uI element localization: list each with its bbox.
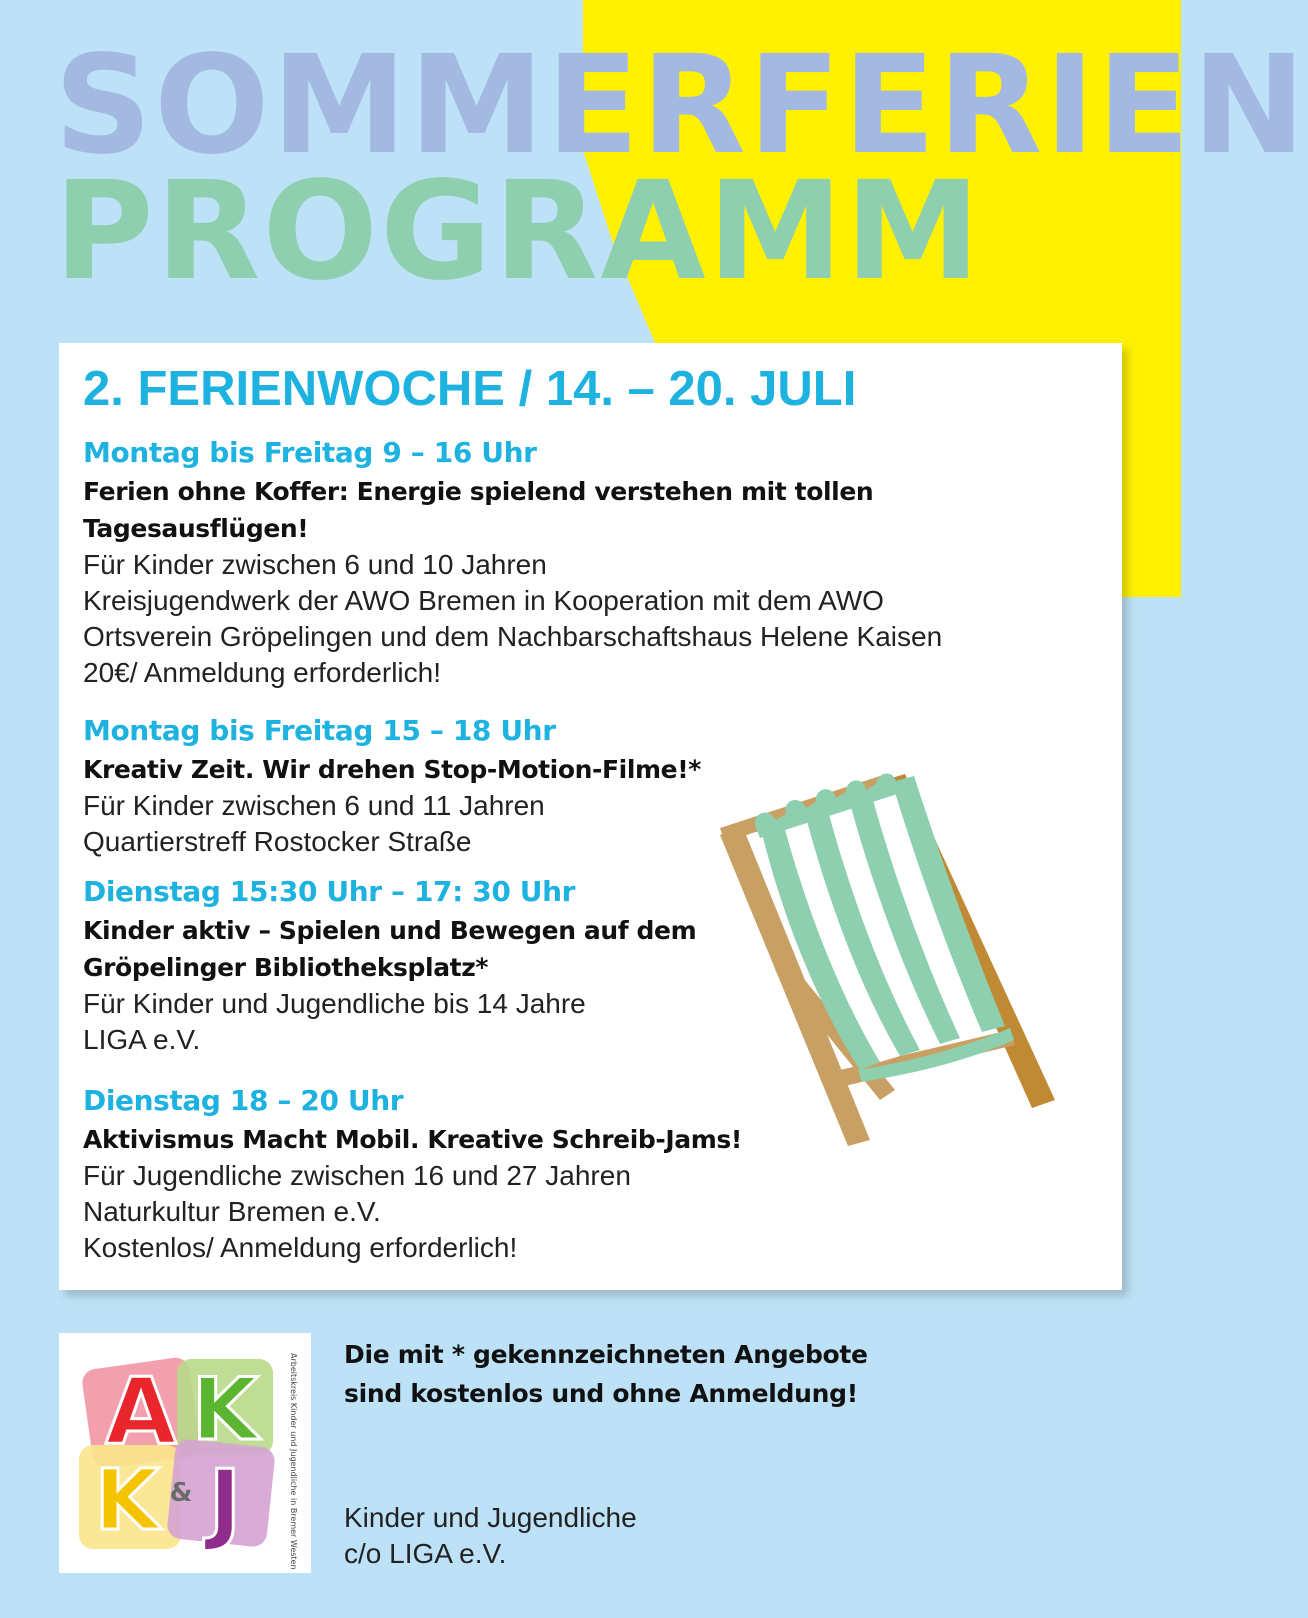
title-sommerferien: SOMMERFERIEN <box>54 27 1308 185</box>
akkj-logo-graphic <box>59 1333 311 1573</box>
event-time: Montag bis Freitag 9 – 16 Uhr <box>83 436 537 469</box>
deck-chair-illustration <box>720 770 1080 1150</box>
logo-letter-k2: K <box>94 1451 160 1549</box>
logo-letter-a: A <box>105 1358 177 1465</box>
akkj-logo <box>59 1333 311 1573</box>
event-time: Montag bis Freitag 15 – 18 Uhr <box>83 714 556 747</box>
event-detail: Ortsverein Gröpelingen und dem Nachbarschaftshaus Helene Kaisen <box>83 621 943 652</box>
event-detail: Für Kinder und Jugendliche bis 14 Jahre <box>83 988 586 1019</box>
event-detail: Für Jugendliche zwischen 16 und 27 Jahren <box>83 1160 631 1191</box>
week-heading: 2. FERIENWOCHE / 14. – 20. JULI <box>83 362 857 416</box>
event-title: Aktivismus Macht Mobil. Kreative Schreib-Jams! <box>83 1125 742 1154</box>
event-title: Kreativ Zeit. Wir drehen Stop-Motion-Filme!* <box>83 755 701 784</box>
event-detail: Quartierstreff Rostocker Straße <box>83 826 472 857</box>
event-title: Kinder aktiv – Spielen und Bewegen auf dem Gröpelinger Bibliotheksplatz* <box>83 916 697 982</box>
logo-side-text: Arbeitskreis Kinder und Jugendliche in Bremer Westen <box>289 1353 298 1570</box>
logo-letter-j: J <box>208 1451 242 1554</box>
event-time: Dienstag 18 – 20 Uhr <box>83 1084 404 1117</box>
title-programm: PROGRAMM <box>54 153 983 311</box>
event-detail: 20€/ Anmeldung erforderlich! <box>83 657 441 688</box>
event-title: Ferien ohne Koffer: Energie spielend verstehen mit tollen Tagesausflügen! <box>83 477 874 543</box>
event-detail: Kostenlos/ Anmeldung erforderlich! <box>83 1232 518 1263</box>
event-detail: Kreisjugendwerk der AWO Bremen in Kooperation mit dem AWO <box>83 585 884 616</box>
event-item <box>83 433 1083 691</box>
event-detail: LIGA e.V. <box>83 1024 201 1055</box>
logo-letter-k: K <box>191 1360 259 1460</box>
contact-address: Kinder und Jugendliche c/o LIGA e.V. <box>344 1502 637 1569</box>
free-offer-note: Die mit * gekennzeichneten Angebote sind kostenlos und ohne Anmeldung! <box>344 1340 868 1408</box>
event-time: Dienstag 15:30 Uhr – 17: 30 Uhr <box>83 875 576 908</box>
event-detail: Naturkultur Bremen e.V. <box>83 1196 381 1227</box>
event-detail: Für Kinder zwischen 6 und 11 Jahren <box>83 790 545 821</box>
event-detail: Für Kinder zwischen 6 und 10 Jahren <box>83 549 547 580</box>
logo-ampersand: & <box>169 1478 193 1508</box>
